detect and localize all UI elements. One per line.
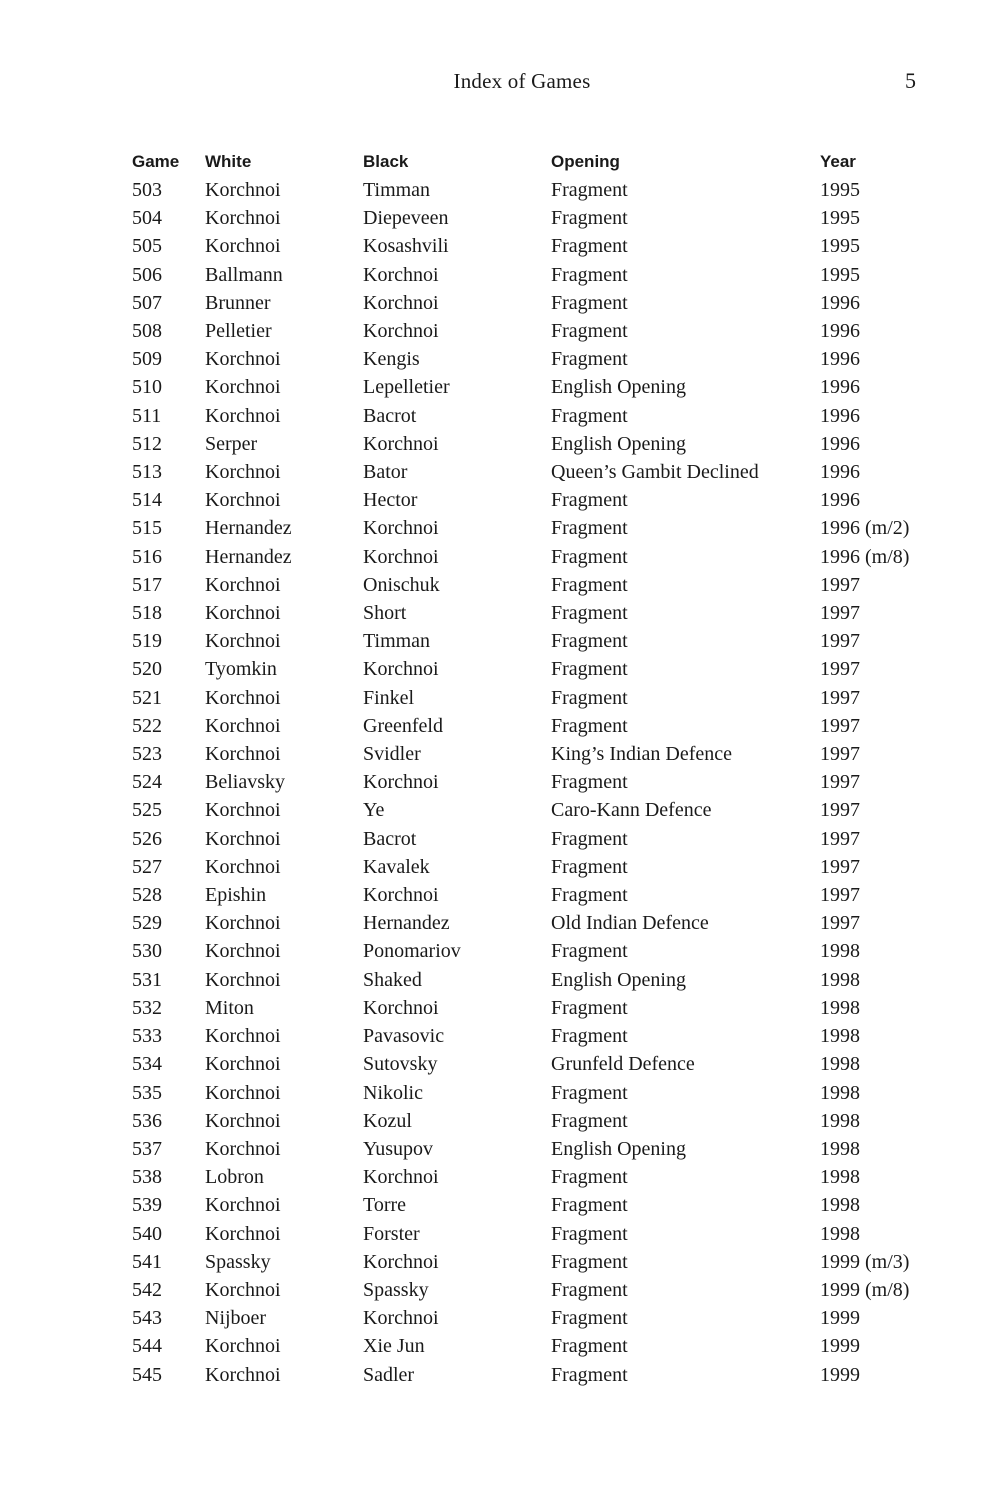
year-cell: 1996 [820,489,860,512]
black-player-cell: Shaked [363,968,422,991]
white-player-cell: Korchnoi [205,1363,281,1386]
white-player-cell: Korchnoi [205,968,281,991]
table-row [132,1304,930,1332]
opening-cell: Fragment [551,573,628,596]
white-player-cell: Korchnoi [205,404,281,427]
black-player-cell: Onischuk [363,573,440,596]
table-row [132,1361,930,1389]
game-number-cell: 537 [132,1137,162,1160]
game-number-cell: 533 [132,1025,162,1048]
opening-cell: Fragment [551,1166,628,1189]
game-number-cell: 535 [132,1081,162,1104]
year-cell: 1997 [820,799,860,822]
table-row [132,345,930,373]
black-player-cell: Ye [363,799,385,822]
game-number-cell: 534 [132,1053,162,1076]
opening-cell: Fragment [551,1081,628,1104]
year-cell: 1998 [820,968,860,991]
year-cell: 1997 [820,573,860,596]
black-player-cell: Korchnoi [363,517,439,540]
white-player-cell: Nijboer [205,1307,267,1330]
game-number-cell: 532 [132,996,162,1019]
opening-cell: Fragment [551,1222,628,1245]
game-number-cell: 511 [132,404,162,427]
table-row [132,543,930,571]
table-row [132,1050,930,1078]
table-row [132,514,930,542]
game-number-cell: 518 [132,602,162,625]
year-cell: 1999 (m/3) [820,1250,910,1273]
year-cell: 1997 [820,827,860,850]
table-row [132,1332,930,1360]
table-header [132,148,930,176]
black-player-cell: Short [363,602,407,625]
year-cell: 1996 [820,320,860,343]
black-player-cell: Xie Jun [363,1335,425,1358]
year-cell: 1998 [820,1137,860,1160]
table-row [132,1107,930,1135]
game-number-cell: 521 [132,686,162,709]
black-player-cell: Nikolic [363,1081,423,1104]
year-cell: 1996 (m/8) [820,545,910,568]
white-player-cell: Korchnoi [205,207,281,230]
game-number-cell: 510 [132,376,162,399]
white-player-cell: Korchnoi [205,940,281,963]
white-player-cell: Korchnoi [205,1278,281,1301]
game-number-cell: 507 [132,291,162,314]
table-row [132,232,930,260]
white-player-cell: Korchnoi [205,743,281,766]
year-cell: 1998 [820,1053,860,1076]
opening-cell: Fragment [551,630,628,653]
white-player-cell: Serper [205,432,258,455]
opening-cell: Fragment [551,404,628,427]
year-cell: 1998 [820,1081,860,1104]
table-row [132,430,930,458]
black-player-cell: Sutovsky [363,1053,438,1076]
black-player-cell: Bacrot [363,404,417,427]
game-number-cell: 528 [132,884,162,907]
column-header-black: Black [363,152,409,171]
game-number-cell: 527 [132,855,162,878]
year-cell: 1996 [820,404,860,427]
game-number-cell: 525 [132,799,162,822]
table-row [132,317,930,345]
table-row [132,458,930,486]
black-player-cell: Diepeveen [363,207,449,230]
table-row [132,655,930,683]
black-player-cell: Korchnoi [363,545,439,568]
white-player-cell: Korchnoi [205,602,281,625]
game-number-cell: 545 [132,1363,162,1386]
table-row [132,994,930,1022]
table-row [132,402,930,430]
column-header-opening: Opening [551,152,620,171]
opening-cell: Fragment [551,940,628,963]
black-player-cell: Timman [363,179,431,201]
year-cell: 1997 [820,602,860,625]
white-player-cell: Hernandez [205,517,292,540]
black-player-cell: Spassky [363,1278,429,1301]
black-player-cell: Kosashvili [363,235,449,258]
game-number-cell: 541 [132,1250,162,1273]
opening-cell: Fragment [551,1307,628,1330]
opening-cell: Fragment [551,1335,628,1358]
opening-cell: Old Indian Defence [551,912,709,935]
opening-cell: Fragment [551,855,628,878]
white-player-cell: Korchnoi [205,1109,281,1132]
opening-cell: Fragment [551,320,628,343]
black-player-cell: Korchnoi [363,1166,439,1189]
table-row [132,1220,930,1248]
white-player-cell: Lobron [205,1166,264,1189]
table-row [132,768,930,796]
game-number-cell: 505 [132,235,162,258]
opening-cell: English Opening [551,432,686,455]
game-number-cell: 503 [132,179,162,201]
opening-cell: English Opening [551,376,686,399]
year-cell: 1998 [820,940,860,963]
white-player-cell: Epishin [205,884,267,907]
year-cell: 1996 (m/2) [820,517,910,540]
black-player-cell: Hernandez [363,912,450,935]
black-player-cell: Korchnoi [363,1307,439,1330]
opening-cell: Fragment [551,1109,628,1132]
white-player-cell: Korchnoi [205,1137,281,1160]
black-player-cell: Hector [363,489,418,512]
opening-cell: Fragment [551,884,628,907]
year-cell: 1999 (m/8) [820,1278,910,1301]
white-player-cell: Korchnoi [205,1081,281,1104]
opening-cell: Fragment [551,348,628,371]
opening-cell: Fragment [551,207,628,230]
game-number-cell: 542 [132,1278,162,1301]
table-row [132,1191,930,1219]
table-row [132,1079,930,1107]
white-player-cell: Korchnoi [205,912,281,935]
game-number-cell: 504 [132,207,162,230]
year-cell: 1996 [820,432,860,455]
black-player-cell: Forster [363,1222,420,1245]
white-player-cell: Spassky [205,1250,271,1273]
opening-cell: Grunfeld Defence [551,1053,695,1076]
game-number-cell: 524 [132,771,162,794]
opening-cell: Fragment [551,1278,628,1301]
table-row [132,289,930,317]
table-row [132,627,930,655]
black-player-cell: Kozul [363,1109,412,1132]
table-row [132,599,930,627]
column-header-year: Year [820,152,856,171]
white-player-cell: Korchnoi [205,376,281,399]
table-body [132,176,930,1389]
game-number-cell: 529 [132,912,162,935]
game-number-cell: 508 [132,320,162,343]
table-row [132,881,930,909]
year-cell: 1997 [820,771,860,794]
year-cell: 1997 [820,714,860,737]
opening-cell: Fragment [551,996,628,1019]
table-row [132,486,930,514]
opening-cell: Fragment [551,489,628,512]
black-player-cell: Kengis [363,348,420,371]
table-row [132,825,930,853]
white-player-cell: Ballmann [205,263,283,286]
year-cell: 1999 [820,1335,860,1358]
game-number-cell: 526 [132,827,162,850]
white-player-cell: Korchnoi [205,799,281,822]
opening-cell: Fragment [551,545,628,568]
game-number-cell: 516 [132,545,162,568]
table-row [132,966,930,994]
opening-cell: King’s Indian Defence [551,743,733,766]
white-player-cell: Korchnoi [205,489,281,512]
black-player-cell: Korchnoi [363,432,439,455]
page-title: Index of Games [453,69,591,93]
table-row [132,684,930,712]
table-row [132,373,930,401]
game-number-cell: 543 [132,1307,162,1330]
white-player-cell: Korchnoi [205,827,281,850]
table-row [132,1276,930,1304]
year-cell: 1998 [820,1166,860,1189]
year-cell: 1997 [820,686,860,709]
year-cell: 1995 [820,235,860,258]
opening-cell: Fragment [551,1363,628,1386]
table-row [132,1163,930,1191]
year-cell: 1999 [820,1363,860,1386]
year-cell: 1998 [820,1194,860,1217]
white-player-cell: Korchnoi [205,1053,281,1076]
white-player-cell: Korchnoi [205,1335,281,1358]
black-player-cell: Korchnoi [363,771,439,794]
white-player-cell: Korchnoi [205,855,281,878]
year-cell: 1997 [820,658,860,681]
black-player-cell: Timman [363,630,431,653]
white-player-cell: Korchnoi [205,573,281,596]
game-number-cell: 513 [132,461,162,484]
page-number: 5 [905,68,916,93]
opening-cell: Caro-Kann Defence [551,799,712,822]
black-player-cell: Korchnoi [363,320,439,343]
opening-cell: Fragment [551,517,628,540]
table-row [132,909,930,937]
year-cell: 1998 [820,1025,860,1048]
white-player-cell: Brunner [205,291,271,314]
white-player-cell: Beliavsky [205,771,285,794]
game-number-cell: 531 [132,968,162,991]
black-player-cell: Finkel [363,686,415,709]
white-player-cell: Korchnoi [205,686,281,709]
year-cell: 1995 [820,179,860,201]
year-cell: 1996 [820,461,860,484]
opening-cell: Fragment [551,658,628,681]
game-number-cell: 539 [132,1194,162,1217]
black-player-cell: Yusupov [363,1137,434,1160]
white-player-cell: Korchnoi [205,1222,281,1245]
opening-cell: English Opening [551,1137,686,1160]
opening-cell: Fragment [551,771,628,794]
game-number-cell: 538 [132,1166,162,1189]
year-cell: 1997 [820,743,860,766]
table-row [132,712,930,740]
game-number-cell: 506 [132,263,162,286]
black-player-cell: Bacrot [363,827,417,850]
games-index-table [132,148,930,1389]
black-player-cell: Sadler [363,1363,415,1386]
table-row [132,740,930,768]
game-number-cell: 536 [132,1109,162,1132]
year-cell: 1997 [820,630,860,653]
game-number-cell: 509 [132,348,162,371]
white-player-cell: Korchnoi [205,1194,281,1217]
table-row [132,176,930,204]
game-number-cell: 540 [132,1222,162,1245]
white-player-cell: Pelletier [205,320,272,343]
opening-cell: Fragment [551,714,628,737]
black-player-cell: Kavalek [363,855,430,878]
opening-cell: Fragment [551,686,628,709]
opening-cell: Fragment [551,602,628,625]
white-player-cell: Korchnoi [205,461,281,484]
table-row [132,1022,930,1050]
column-header-white: White [205,152,252,171]
white-player-cell: Tyomkin [205,658,277,681]
black-player-cell: Korchnoi [363,996,439,1019]
opening-cell: Fragment [551,263,628,286]
black-player-cell: Korchnoi [363,1250,439,1273]
table-row [132,1135,930,1163]
black-player-cell: Korchnoi [363,658,439,681]
game-number-cell: 522 [132,714,162,737]
opening-cell: Fragment [551,291,628,314]
white-player-cell: Korchnoi [205,179,281,201]
black-player-cell: Lepelletier [363,376,450,399]
year-cell: 1997 [820,884,860,907]
year-cell: 1999 [820,1307,860,1330]
black-player-cell: Torre [363,1194,407,1217]
table-row [132,571,930,599]
year-cell: 1998 [820,1222,860,1245]
white-player-cell: Miton [205,996,254,1019]
game-number-cell: 514 [132,489,162,512]
game-number-cell: 520 [132,658,162,681]
game-number-cell: 523 [132,743,162,766]
black-player-cell: Bator [363,461,408,484]
year-cell: 1998 [820,996,860,1019]
year-cell: 1996 [820,291,860,314]
year-cell: 1996 [820,348,860,371]
white-player-cell: Korchnoi [205,1025,281,1048]
opening-cell: Fragment [551,827,628,850]
opening-cell: Fragment [551,1194,628,1217]
table-row [132,796,930,824]
year-cell: 1997 [820,855,860,878]
opening-cell: Fragment [551,235,628,258]
table-row [132,261,930,289]
year-cell: 1998 [820,1109,860,1132]
game-number-cell: 512 [132,432,162,455]
year-cell: 1995 [820,207,860,230]
game-number-cell: 530 [132,940,162,963]
white-player-cell: Korchnoi [205,630,281,653]
year-cell: 1996 [820,376,860,399]
black-player-cell: Korchnoi [363,263,439,286]
opening-cell: English Opening [551,968,686,991]
year-cell: 1997 [820,912,860,935]
column-header-game: Game [132,152,180,171]
opening-cell: Fragment [551,1250,628,1273]
game-number-cell: 544 [132,1335,162,1358]
game-number-cell: 515 [132,517,162,540]
white-player-cell: Korchnoi [205,348,281,371]
black-player-cell: Korchnoi [363,884,439,907]
white-player-cell: Korchnoi [205,714,281,737]
opening-cell: Fragment [551,1025,628,1048]
game-number-cell: 517 [132,573,162,596]
black-player-cell: Korchnoi [363,291,439,314]
white-player-cell: Hernandez [205,545,292,568]
table-row [132,204,930,232]
black-player-cell: Ponomariov [363,940,461,963]
black-player-cell: Pavasovic [363,1025,445,1048]
table-row [132,853,930,881]
game-number-cell: 519 [132,630,162,653]
opening-cell: Queen’s Gambit Declined [551,461,759,484]
black-player-cell: Greenfeld [363,714,443,737]
opening-cell: Fragment [551,179,628,201]
running-header [0,64,1000,98]
table-row [132,1248,930,1276]
white-player-cell: Korchnoi [205,235,281,258]
year-cell: 1995 [820,263,860,286]
black-player-cell: Svidler [363,743,421,766]
header-row [132,148,930,176]
table-row [132,937,930,965]
